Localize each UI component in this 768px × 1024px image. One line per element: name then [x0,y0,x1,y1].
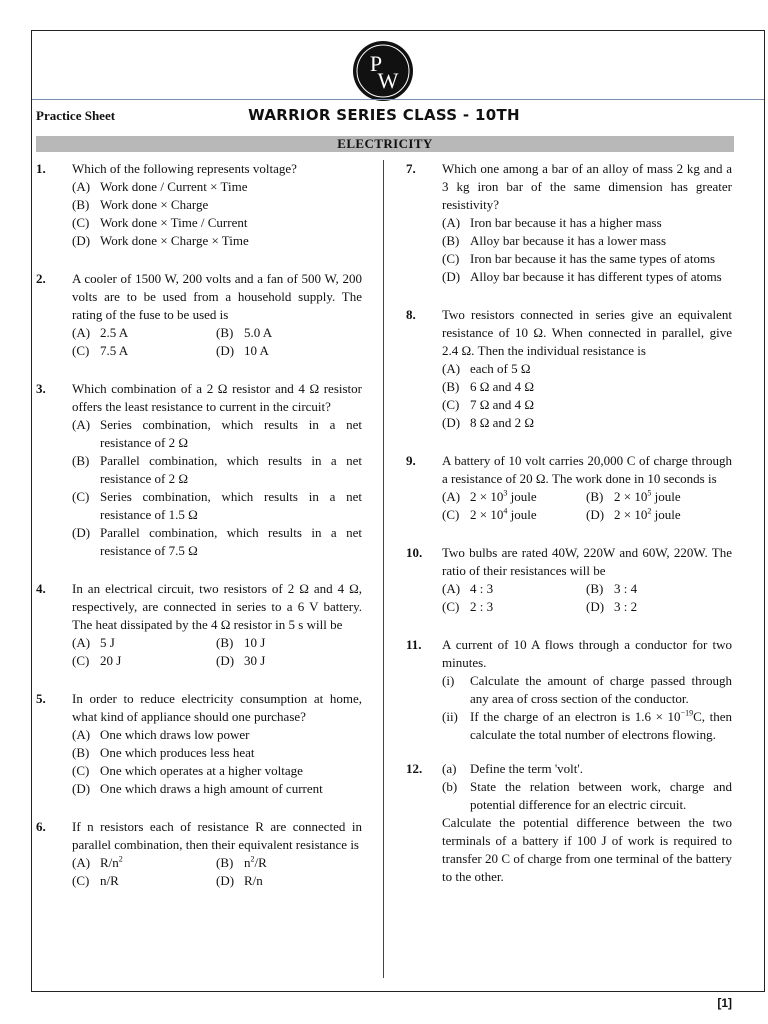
option-c: (C) 7.5 A [72,343,129,358]
option-a: (A) $2 \times 10^3$ joule [442,488,537,504]
question-3 [36,380,362,560]
option-a: (A) One which draws low power [72,727,250,742]
page-title: WARRIOR SERIES CLASS - 10TH [248,106,520,124]
question-12 [406,760,732,886]
question-number: 9. [406,453,416,468]
question-text: Which of the following represents voltage? [72,161,297,176]
question-number: 10. [406,545,423,560]
option-c: (C) Iron bar because it has the same types of atoms [442,251,716,266]
column-divider [383,160,384,978]
question-number: 7. [406,161,416,176]
question-4 [36,580,362,670]
option-d: (D) Alloy bar because it has different types of atoms [442,269,722,284]
option-b: (B) 5.0 A [216,325,273,340]
question-text: Which one among a bar of an alloy of mass 2 kg and a 3 kg iron bar of the same dimension has greater resistivity? [442,161,732,212]
question-text: If n resistors each of resistance R are connected in parallel combination, then their equivalent resistance is [72,819,362,852]
question-10 [406,544,732,616]
question-2 [36,270,362,360]
option-c: (C) $2 \times 10^4$ joule [442,506,537,522]
option-b: (B) Alloy bar because it has a lower mass [442,233,667,248]
svg-text:W: W [377,68,399,93]
page-number: [1] [717,996,732,1010]
option-d: (D) 10 A [216,343,269,358]
pw-logo [352,40,414,102]
option-a: (A) each of 5 Ω [442,361,531,376]
question-text: A current of 10 A flows through a conductor for two minutes. [442,637,732,670]
question-text: A cooler of 1500 W, 200 volts and a fan of 500 W, 200 volts are to be used from a household supply. The rating of the fuse to be used is [72,271,362,322]
sub-part-a: (a) Define the term 'volt'. [442,761,583,776]
option-a: (A) Series combination, which results in a net resistance of 2 Ω [72,417,362,450]
question-text: Two bulbs are rated 40W, 220W and 60W, 220W. The ratio of their resistances will be [442,545,732,578]
option-c: (C) Work done × Time / Current [72,215,248,230]
question-8 [406,306,732,432]
question-number: 4. [36,581,46,596]
option-b: (B) Parallel combination, which results in a net resistance of 2 Ω [72,453,362,486]
option-b: (B) 10 J [216,635,266,650]
practice-sheet-label: Practice Sheet [36,108,116,123]
sub-part-ii: (ii) If the charge of an electron is $1.6 \times 10^{-19}C$, then calculate the total number of electrons flowing. [442,708,732,742]
question-number: 2. [36,271,46,286]
option-b: (B) 3 : 4 [586,581,638,596]
option-c: (C) 2 : 3 [442,599,494,614]
question-text: A battery of 10 volt carries 20,000 C of charge through a resistance of 20 Ω. The work done in 10 seconds is [442,453,732,486]
option-b: (B) $n^2/R$ [216,854,267,870]
option-d: (D) $2 \times 10^2$ joule [586,506,681,522]
option-d: (D) R/n [216,873,263,888]
subject-banner: ELECTRICITY [36,136,734,152]
question-text: Two resistors connected in series give an equivalent resistance of 10 Ω. When connected in parallel, give 2.4 Ω. Then the individual resistance is [442,307,732,358]
question-text: In an electrical circuit, two resistors of 2 Ω and 4 Ω, respectively, are connected in series to a 6 V battery. The heat dissipated by the 4 Ω resistor in 5 s will be [72,581,362,632]
option-a: (A) Iron bar because it has a higher mass [442,215,662,230]
right-column [406,160,732,886]
option-b: (B) $2 \times 10^5$ joule [586,488,681,504]
question-1 [36,160,362,250]
option-d: (D) Work done × Charge × Time [72,233,249,248]
question-5 [36,690,362,798]
sub-part-b: (b) State the relation between work, charge and potential difference for an electric circuit. [442,779,732,812]
question-number: 5. [36,691,46,706]
svg-text:P: P [369,51,383,76]
option-d: (D) Parallel combination, which results in a net resistance of 7.5 Ω [72,525,362,558]
option-a: (A) Work done / Current × Time [72,179,248,194]
question-6 [36,818,362,890]
question-number: 11. [406,637,422,652]
question-11 [406,636,732,744]
question-number: 3. [36,381,46,396]
question-number: 8. [406,307,416,322]
option-b: (B) One which produces less heat [72,745,255,760]
option-d: (D) 30 J [216,653,266,668]
option-c: (C) One which operates at a higher voltage [72,763,303,778]
left-column [36,160,362,890]
option-b: (B) 6 Ω and 4 Ω [442,379,535,394]
sub-part-i: (i) Calculate the amount of charge passed through any area of cross section of the conductor. [442,673,732,706]
question-9 [406,452,732,524]
option-c: (C) n/R [72,873,119,888]
option-a: (A) 4 : 3 [442,581,494,596]
option-d: (D) 3 : 2 [586,599,638,614]
option-a: (A) $R/n^2$ [72,854,123,870]
option-b: (B) Work done × Charge [72,197,209,212]
question-number: 6. [36,819,46,834]
option-c: (C) Series combination, which results in a net resistance of 1.5 Ω [72,489,362,522]
question-text: In order to reduce electricity consumption at home, what kind of appliance should one purchase? [72,691,362,724]
option-c: (C) 7 Ω and 4 Ω [442,397,535,412]
question-text: Calculate the potential difference between the two terminals of a battery if 100 J of work is required to transfer 20 C of charge from one terminal of the battery to the other. [442,815,732,884]
option-a: (A) 5 J [72,635,115,650]
option-d: (D) One which draws a high amount of current [72,781,323,796]
option-a: (A) 2.5 A [72,325,129,340]
question-number: 12. [406,761,423,776]
question-7 [406,160,732,286]
question-text: Which combination of a 2 Ω resistor and 4 Ω resistor offers the least resistance to current in the circuit? [72,381,362,414]
header-divider [32,99,764,100]
question-number: 1. [36,161,46,176]
option-c: (C) 20 J [72,653,122,668]
option-d: (D) 8 Ω and 2 Ω [442,415,535,430]
